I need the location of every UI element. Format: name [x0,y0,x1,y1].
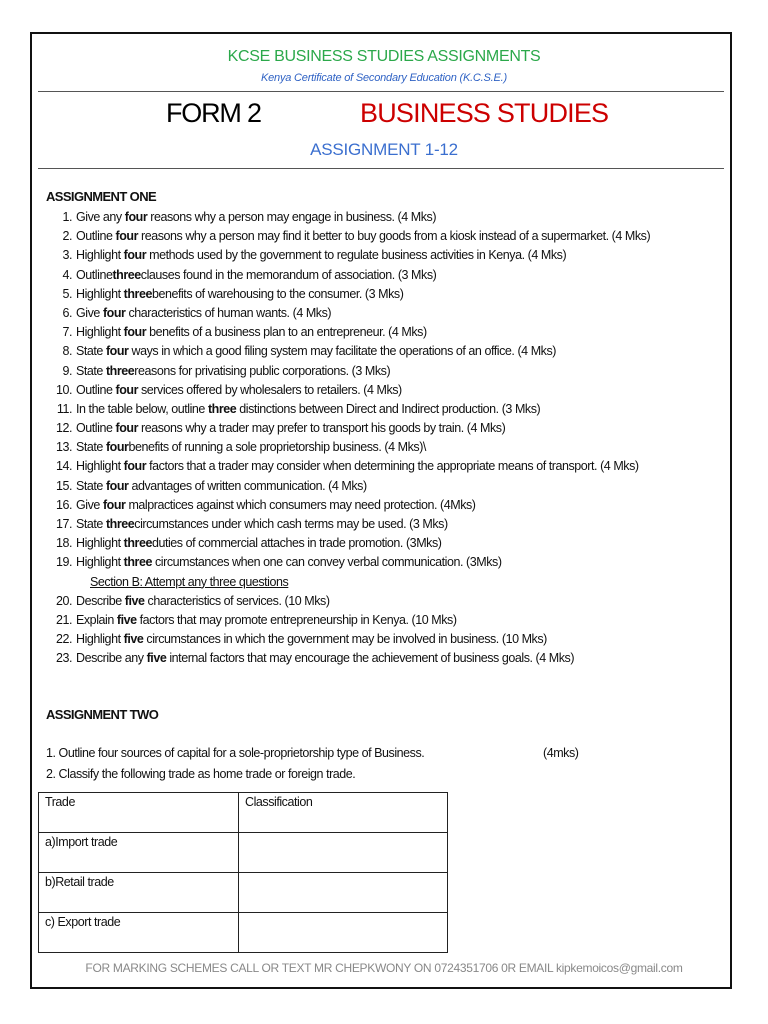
assignment-range: ASSIGNMENT 1-12 [310,140,458,159]
table-row [39,833,448,873]
assignment-two-question-1: 1. Outline four sources of capital for a sole-proprietorship type of Business. [46,746,425,760]
header-divider-top [38,91,724,92]
assignment-one-questions [46,208,726,669]
question-item: 10. Outline four services offered by wholesalers to retailers. (4 Mks) [55,382,402,397]
question-item: 1. Give any four reasons why a person may engage in business. (4 Mks) [62,210,437,224]
assignment-one-title: ASSIGNMENT ONE [46,189,157,204]
footer-contact: FOR MARKING SCHEMES CALL OR TEXT MR CHEPKWONY ON 0724351706 0R EMAIL kipkemoicos@gmail.com [85,961,683,975]
question-item: 8. State four ways in which a good filing system may facilitate the operations of an office. (4 Mks) [62,344,556,359]
question-item: 4. Outlinethreeclauses found in the memorandum of association. (3 Mks) [62,267,437,282]
form-label: FORM 2 [166,98,261,128]
table-cell: c) Export trade [39,913,239,953]
table-cell: b)Retail trade [39,873,239,913]
table-cell: a)Import trade [39,833,239,873]
question-item: 3. Highlight four methods used by the government to regulate business activities in Kenya. (4 Mks) [62,248,567,263]
question-item: 13. State fourbenefits of running a sole proprietorship business. (4 Mks)\ [55,440,426,455]
table-cell [239,913,448,953]
header-title: KCSE BUSINESS STUDIES ASSIGNMENTS [227,48,541,65]
question-item: 23. Describe any five internal factors that may encourage the achievement of business goals. (4 Mks) [55,651,575,666]
header-subtitle: Kenya Certificate of Secondary Education (K.C.S.E.) [261,72,507,84]
question-item: 15. State four advantages of written communication. (4 Mks) [55,478,367,493]
question-item: 2. Outline four reasons why a person may find it better to buy goods from a kiosk instead of a supermarket. (4 Mks) [62,229,651,244]
question-item: 19. Highlight three circumstances when one can convey verbal communication. (3Mks) [55,555,502,570]
question-item: 14. Highlight four factors that a trader may consider when determining the appropriate means of transport. (4 Mks) [55,459,639,474]
section-b-heading: Section B: Attempt any three questions [90,574,289,589]
question-item: 22. Highlight five circumstances in which the government may be involved in business. (10 Mks) [55,632,547,647]
question-item: 16. Give four malpractices against which consumers may need protection. (4Mks) [55,497,476,512]
table-row [39,873,448,913]
table-cell [239,873,448,913]
assignment-two-question-2: 2. Classify the following trade as home trade or foreign trade. [46,767,356,781]
header-divider-bottom [38,168,724,169]
question-item: 9. State threereasons for privatising public corporations. (3 Mks) [62,363,391,378]
table-header-cell: Trade [39,793,239,833]
question-item: 18. Highlight threeduties of commercial attaches in trade promotion. (3Mks) [55,536,442,551]
question-item: 5. Highlight threebenefits of warehousing to the consumer. (3 Mks) [62,286,404,301]
subject-label: BUSINESS STUDIES [360,98,609,128]
question-item: 17. State threecircumstances under which cash terms may be used. (3 Mks) [55,517,448,531]
question-item: 6. Give four characteristics of human wants. (4 Mks) [62,305,332,320]
assignment-two-title: ASSIGNMENT TWO [46,707,159,722]
question-item: 20. Describe five characteristics of services. (10 Mks) [55,593,330,608]
question-item: 11. In the table below, outline three distinctions between Direct and Indirect production. (3 Mks) [56,401,541,416]
table-cell [239,833,448,873]
table-header-cell: Classification [239,793,448,833]
question-item: 7. Highlight four benefits of a business plan to an entrepreneur. (4 Mks) [62,325,427,340]
table-row [39,913,448,953]
assignment-two-question-1-marks: (4mks) [543,746,579,760]
question-item: 21. Explain five factors that may promote entrepreneurship in Kenya. (10 Mks) [55,612,457,627]
question-item: 12. Outline four reasons why a trader may prefer to transport his goods by train. (4 Mks) [55,421,506,436]
trade-classification-table [38,792,448,953]
table-header-row [39,793,448,833]
